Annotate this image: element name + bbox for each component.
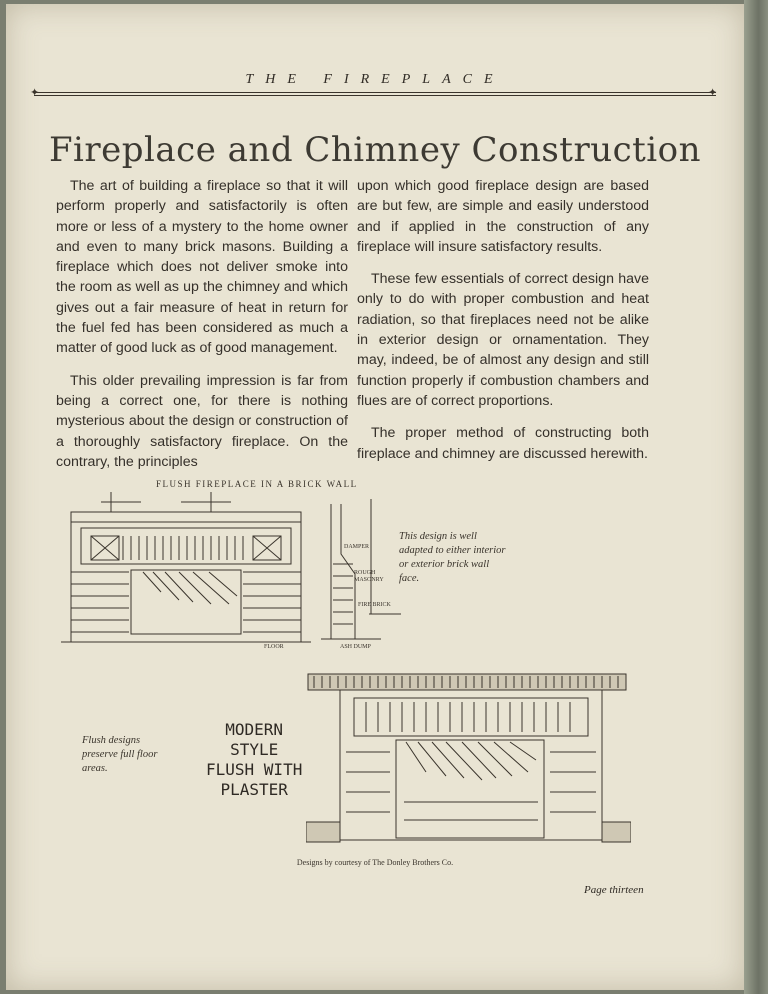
- paragraph: This older prevailing impression is far from being a correct one, for there is nothing mysterious about the design or construction of a thoroughly satisfactory fireplace. On the contrary, the principles: [56, 372, 348, 470]
- lettering-line: MODERN: [225, 720, 284, 739]
- label-floor: FLOOR: [264, 644, 284, 650]
- paragraph: upon which good fireplace design are based are but few, are simple and easily understood and if applied in the construction of any fireplace will insure satisfactory results.: [357, 178, 649, 255]
- page-title: Fireplace and Chimney Construction: [48, 130, 702, 170]
- design-credit: Designs by courtesy of The Donley Brothers Co.: [296, 858, 454, 867]
- lettering-line: STYLE: [230, 740, 279, 759]
- figure-caption: FLUSH FIREPLACE IN A BRICK WALL: [156, 479, 358, 489]
- page-number: Page thirteen: [584, 884, 644, 896]
- lettering-line: FLUSH WITH: [206, 760, 303, 779]
- label-damper: DAMPER: [344, 544, 370, 550]
- rule-ornament-right: ✦: [708, 87, 718, 99]
- modern-fireplace-drawing: [306, 672, 631, 852]
- header-rule: [34, 92, 716, 96]
- text-column-left: [56, 176, 348, 484]
- label-fire-brick: FIRE BRICK: [358, 602, 391, 608]
- paragraph: The art of building a fireplace so that it will perform properly and satisfactorily is often more or less of a mystery to the home owner and even to many brick masons. Building a fireplace which does not deliver smoke into the room as well as up the chimney and which gives out a fair measure of heat in return for the fuel fed has been considered as much a matter of good luck as of good management.: [56, 178, 348, 357]
- book-page: [6, 4, 744, 990]
- book-edge: [744, 0, 768, 994]
- label-ash-dump: ASH DUMP: [340, 644, 371, 650]
- rule-ornament-left: ✦: [30, 87, 40, 99]
- figure-note: This design is well adapted to either interior or exterior brick wall face.: [399, 531, 506, 584]
- fireplace-front-drawing: [61, 492, 311, 652]
- running-header: THE FIREPLACE: [245, 72, 505, 87]
- text-column-right: [357, 176, 649, 476]
- lettering-line: PLASTER: [220, 780, 288, 799]
- label-rough-masonry: ROUGH MASONRY: [354, 570, 384, 583]
- figure-note: Flush designs preserve full floor areas.: [82, 735, 158, 774]
- paragraph: These few essentials of correct design have only to do with proper combustion and heat radiation, so that fireplaces need not be alike in exterior design or ornamentation. They may, indeed, be of almost any design and still function properly if combustion chambers and flues are of correct proportions.: [357, 271, 649, 409]
- paragraph: The proper method of constructing both fireplace and chimney are discussed herewith.: [357, 425, 649, 462]
- hand-lettering: [206, 720, 302, 800]
- fireplace-section-drawing: [321, 494, 401, 644]
